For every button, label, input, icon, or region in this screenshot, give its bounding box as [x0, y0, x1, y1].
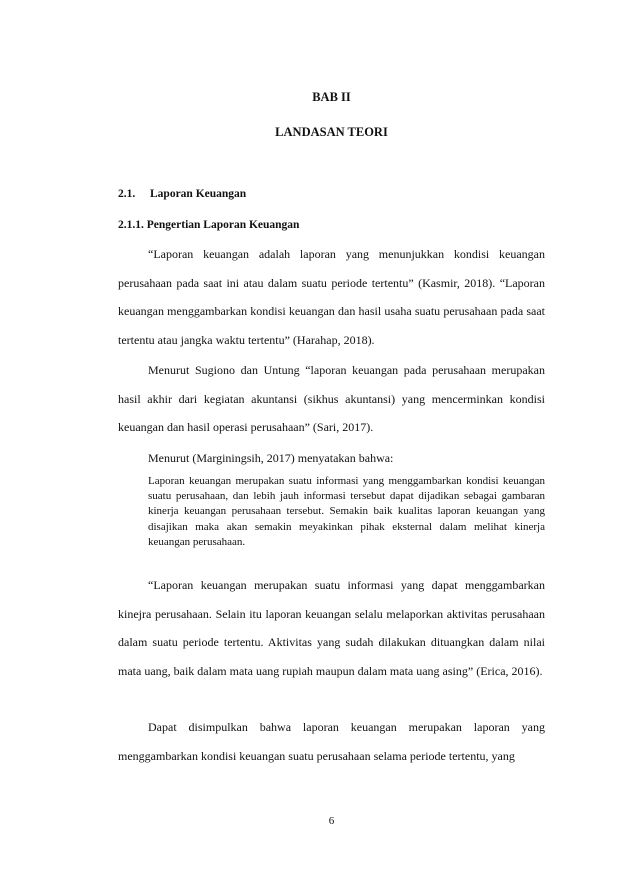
paragraph-marginingsih-intro: Menurut (Marginingsih, 2017) menyatakan bahwa:	[148, 451, 394, 465]
chapter-title: LANDASAN TEORI	[275, 125, 388, 139]
section-title: Laporan Keuangan	[150, 188, 247, 200]
chapter-heading: BAB II	[312, 90, 351, 104]
page-number: 6	[328, 815, 335, 827]
section-number: 2.1.	[118, 188, 136, 200]
subsection-heading: 2.1.1. Pengertian Laporan Keuangan	[118, 219, 300, 231]
block-quote: Laporan keuangan merupakan suatu informasi yang menggambarkan kondisi keuangan suatu perusahaan, dan lebih jauh informasi tersebut dapat dijadikan sebagai gambaran kinerja keuangan perusahaan tersebut. Semakin baik kualitas laporan keuangan yang disajikan maka akan semakin meyakinkan pihak eksternal dalam melihat kinerja keuangan perusahaan.	[148, 475, 545, 548]
paragraph-definition: “Laporan keuangan adalah laporan yang menunjukkan kondisi keuangan perusahaan pada saat ini atau dalam suatu periode tertentu” (Kasmir, 2018). “Laporan keuangan menggambarkan kondisi keuangan dan hasil usaha suatu perusahaan pada saat tertentu atau jangka waktu tertentu” (Harahap, 2018).	[118, 247, 545, 347]
paragraph-sugiono: Menurut Sugiono dan Untung “laporan keuangan pada perusahaan merupakan hasil akhir dari kegiatan akuntansi (sikhus akuntansi) yang mencerminkan kondisi keuangan dan hasil operasi perusahaan” (Sari, 2017).	[118, 363, 545, 434]
paragraph-erica: “Laporan keuangan merupakan suatu informasi yang dapat menggambarkan kinejra perusahaan. Selain itu laporan keuangan selalu melaporkan aktivitas perusahaan dalam suatu periode tertentu. Aktivitas yang sudah dilakukan dituangkan dalam nilai mata uang, baik dalam mata uang rupiah maupun dalam mata uang asing” (Erica, 2016).	[118, 578, 545, 678]
paragraph-conclusion: Dapat disimpulkan bahwa laporan keuangan merupakan laporan yang menggambarkan kondisi keuangan suatu perusahaan selama periode tertentu, yang	[118, 720, 545, 763]
